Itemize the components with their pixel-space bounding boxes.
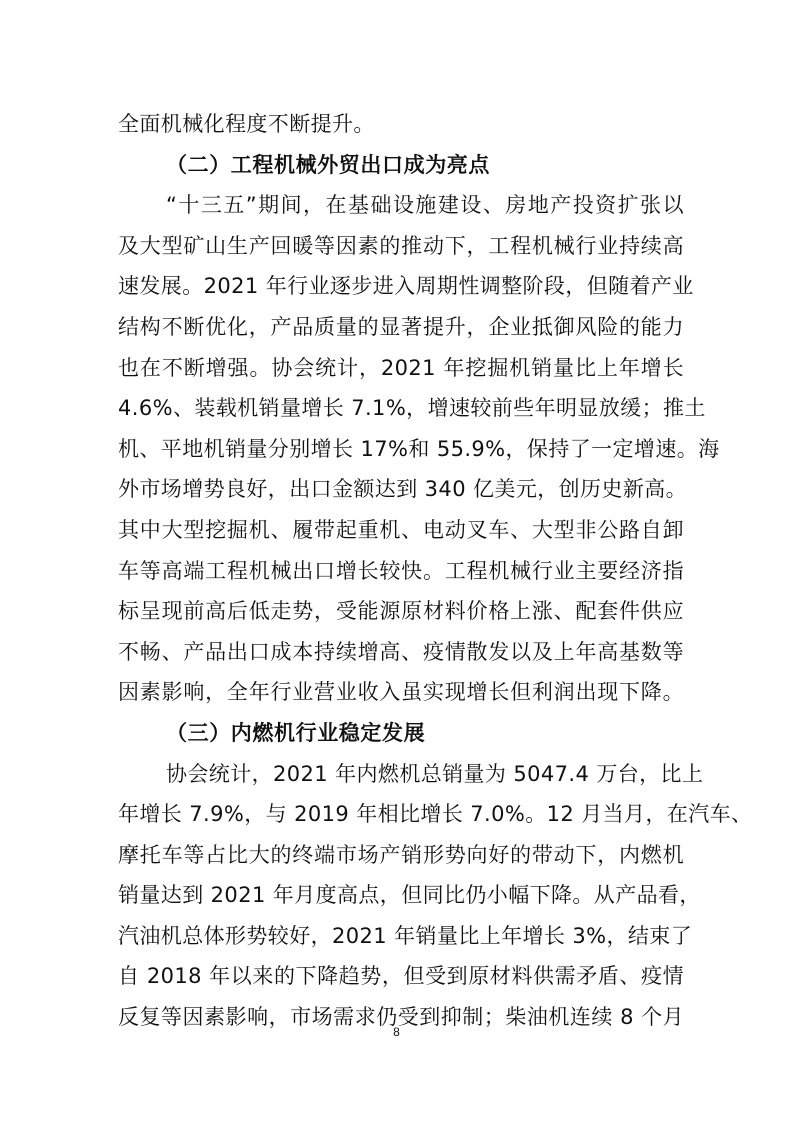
paragraph-line: 及大型矿山生产回暖等因素的推动下，工程机械行业持续高 (118, 233, 684, 258)
paragraph-line: 销量达到 2021 年月度高点，但同比仍小幅下降。从产品看， (118, 883, 701, 908)
paragraph-line: 其中大型挖掘机、履带起重机、电动叉车、大型非公路自卸 (118, 517, 684, 542)
paragraph-line: 因素影响，全年行业营业收入虽实现增长但利润出现下降。 (118, 680, 684, 705)
paragraph-line: 标呈现前高后低走势，受能源原材料价格上涨、配套件供应 (118, 599, 684, 624)
paragraph-line: 反复等因素影响，市场需求仍受到抑制；柴油机连续 8 个月 (118, 1005, 684, 1030)
paragraph-line: 不畅、产品出口成本持续增高、疫情散发以及上年高基数等 (118, 639, 684, 664)
document-body (118, 104, 753, 1038)
paragraph-line: 全面机械化程度不断提升。 (118, 112, 375, 136)
paragraph-line: 速发展。2021 年行业逐步进入周期性调整阶段，但随着产业 (118, 274, 694, 299)
paragraph-line: 车等高端工程机械出口增长较快。工程机械行业主要经济指 (118, 558, 684, 583)
page-number: 8 (393, 1025, 400, 1039)
paragraph-line: 年增长 7.9%，与 2019 年相比增长 7.0%。12 月当月，在汽车、 (118, 802, 753, 827)
paragraph-line: “十三五”期间，在基础设施建设、房地产投资扩张以 (166, 193, 684, 218)
paragraph-line: 结构不断优化，产品质量的显著提升，企业抵御风险的能力 (118, 314, 684, 339)
paragraph-line: 4.6%、装载机销量增长 7.1%，增速较前些年明显放缓；推土 (118, 396, 706, 421)
paragraph-line: 协会统计，2021 年内燃机总销量为 5047.4 万台，比上 (166, 761, 704, 786)
paragraph-line: 外市场增势良好，出口金额达到 340 亿美元，创历史新高。 (118, 477, 688, 502)
section-heading-foreign-trade: （二）工程机械外贸出口成为亮点 (166, 151, 490, 177)
paragraph-line: 汽油机总体形势较好，2021 年销量比上年增长 3%，结束了 (118, 923, 693, 948)
paragraph-line: 摩托车等占比大的终端市场产销形势向好的带动下，内燃机 (118, 842, 684, 867)
section-heading-combustion-engine: （三）内燃机行业稳定发展 (166, 719, 426, 745)
paragraph-line: 也在不断增强。协会统计，2021 年挖掘机销量比上年增长 (118, 355, 684, 380)
paragraph-line: 自 2018 年以来的下降趋势，但受到原材料供需矛盾、疫情 (118, 964, 684, 989)
paragraph-line: 机、平地机销量分别增长 17%和 55.9%，保持了一定增速。海 (118, 436, 720, 461)
